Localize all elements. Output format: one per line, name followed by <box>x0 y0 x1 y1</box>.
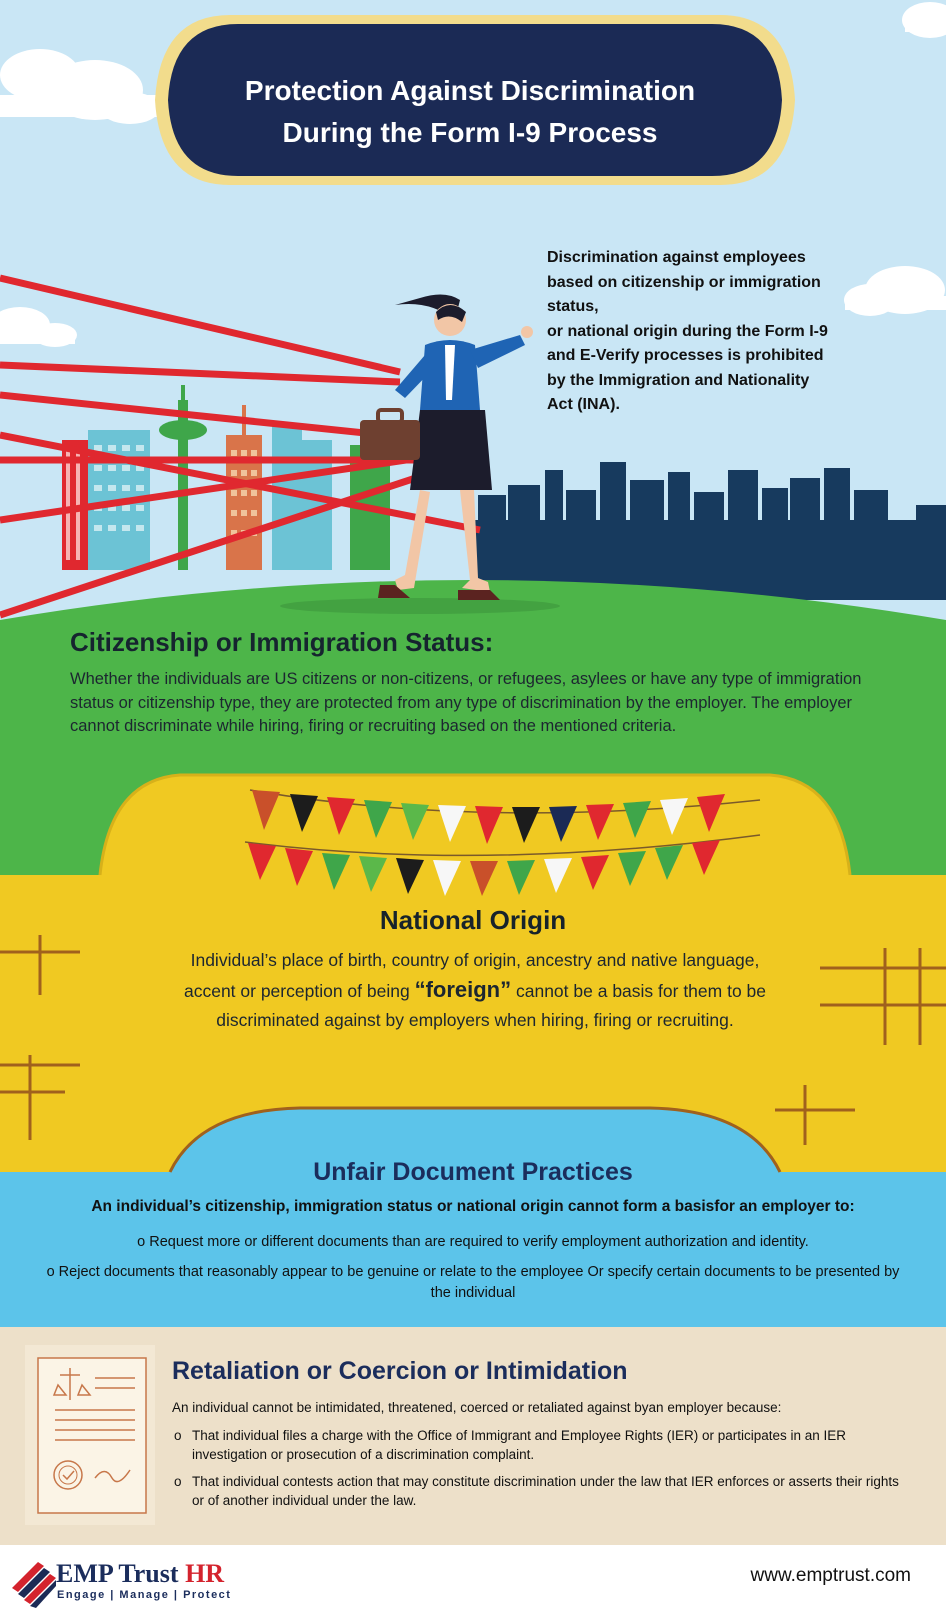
logo-emp: EMP Trust <box>56 1559 186 1588</box>
intro-line: and E-Verify processes is prohibited <box>547 347 824 364</box>
intro-line: Act (INA). <box>547 396 620 413</box>
intro-line: based on citizenship or immigration <box>547 273 821 291</box>
intro-line: by the Immigration and Nationality <box>547 371 810 389</box>
unfair-documents-item: o Reject documents that reasonably appear to be genuine or relate to the employee Or specify certain documents to be presented by the individual <box>46 1264 900 1301</box>
retaliation-item-text: That individual contests action that may constitute discrimination under the law that IER enforces or asserts their rights or of another individual under the law. <box>192 1474 899 1508</box>
unfair-documents-heading: Unfair Document Practices <box>313 1158 633 1186</box>
retaliation-lead: An individual cannot be intimidated, threatened, coerced or retaliated against byan employer because: <box>172 1400 782 1415</box>
retaliation-heading: Retaliation or Coercion or Intimidation <box>172 1357 628 1385</box>
website-link[interactable]: www.emptrust.com <box>750 1565 911 1586</box>
retaliation-item <box>174 1472 914 1510</box>
citizenship-body: Whether the individuals are US citizens or non-citizens, or refugees, asylees or have any type of immigration status or citizenship type, they are protected from any type of discrimination by the employer. The employer cannot discriminate while hiring, firing or recruiting based on the mentioned criteria. <box>70 670 862 735</box>
national-origin-text-b: cannot be a basis for them to be discriminated against by employers when hiring, firing or recruiting. <box>216 981 767 1030</box>
bullet-marker: o <box>174 1474 182 1489</box>
retaliation-item <box>174 1426 914 1464</box>
logo-hr: HR <box>185 1559 225 1588</box>
title-line-1: Protection Against Discrimination <box>244 75 696 106</box>
national-origin-emphasis: “foreign” <box>414 977 512 1002</box>
intro-line: status, <box>547 298 599 315</box>
page-title <box>200 70 740 154</box>
unfair-documents-item: o Request more or different documents than are required to verify employment authorization and identity. <box>137 1234 809 1250</box>
title-line-2: During the Form I-9 Process <box>282 117 658 148</box>
intro-line: Discrimination against employees <box>547 249 806 266</box>
intro-line: or national origin during the Form I-9 <box>547 322 828 340</box>
bullet-marker: o <box>174 1428 182 1443</box>
national-origin-text-a: Individual’s place of birth, country of origin, ancestry and native language, accent or perception of being <box>183 950 760 1001</box>
document-scale-icon <box>25 1345 155 1525</box>
retaliation-item-text: That individual files a charge with the Office of Immigrant and Employee Rights (IER) or participates in an IER investigation or prosecution of a discrimination complaint. <box>192 1428 847 1462</box>
intro-text <box>547 246 867 418</box>
logo-tagline: Engage | Manage | Protect <box>57 1589 232 1601</box>
national-origin-heading: National Origin <box>379 905 567 935</box>
national-origin-body <box>180 946 770 1035</box>
logo-wordmark[interactable] <box>56 1559 224 1589</box>
unfair-documents-lead: An individual’s citizenship, immigration status or national origin cannot form a basisfor an employer to: <box>91 1198 855 1215</box>
citizenship-heading: Citizenship or Immigration Status: <box>70 627 494 657</box>
